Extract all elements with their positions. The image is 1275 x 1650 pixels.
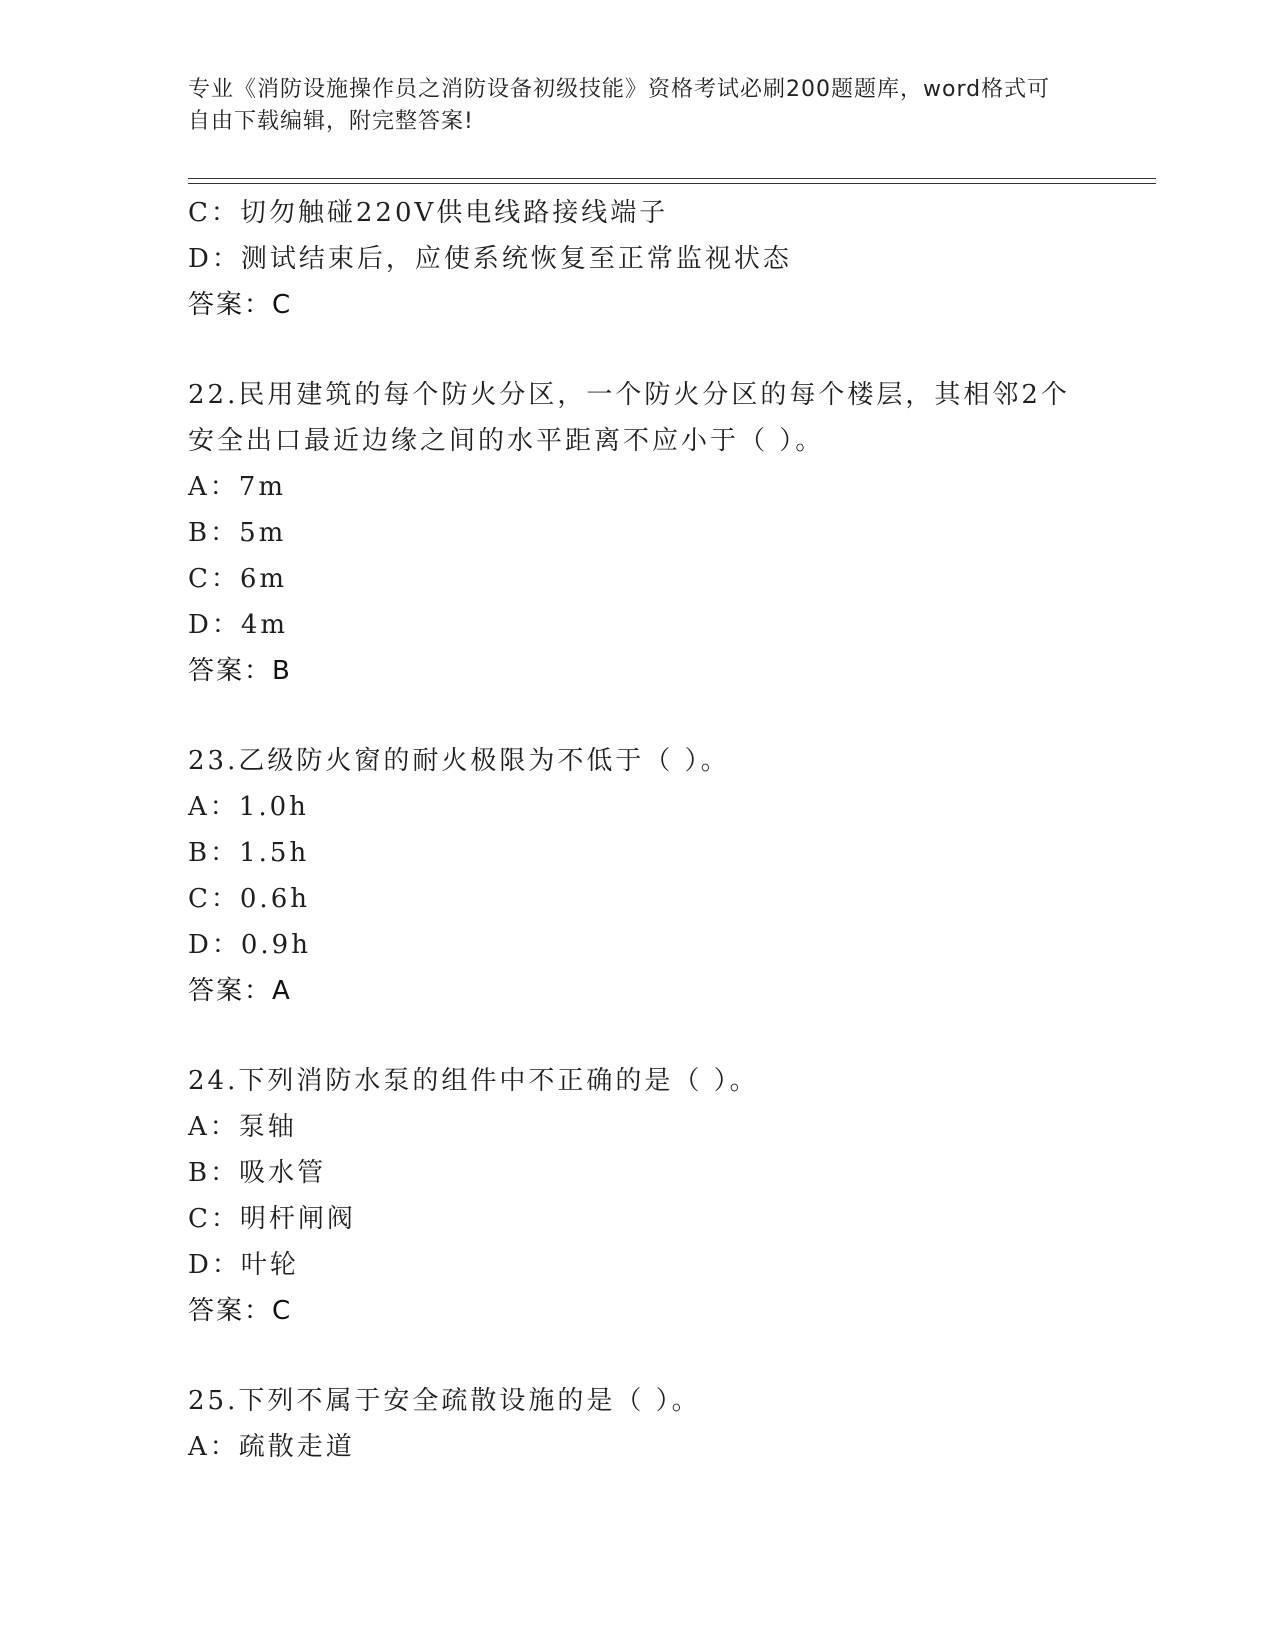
question-list: [188, 190, 1088, 1514]
option-a: A：7m: [188, 472, 286, 502]
header-rule-top: [188, 178, 1156, 179]
option-d: D：叶轮: [188, 1250, 299, 1280]
answer-label: 答案：C: [188, 1296, 293, 1326]
option-c: C：6m: [188, 564, 288, 594]
option-a: A：疏散走道: [188, 1432, 355, 1462]
answer-label: 答案：A: [188, 976, 292, 1006]
question-block-22: [188, 372, 1088, 694]
question-stem: 22.民用建筑的每个防火分区，一个防火分区的每个楼层，其相邻2个: [188, 380, 1070, 410]
question-stem: 25.下列不属于安全疏散设施的是（ ）。: [188, 1386, 701, 1416]
document-header-title: 专业《消防设施操作员之消防设备初级技能》资格考试必刷200题题库，word格式可自由下载编辑，附完整答案!: [188, 77, 1051, 134]
option-b: B：1.5h: [188, 838, 310, 868]
question-block-24: [188, 1058, 1088, 1334]
question-stem: 24.下列消防水泵的组件中不正确的是（ ）。: [188, 1066, 759, 1096]
option-d: D：测试结束后，应使系统恢复至正常监视状态: [188, 244, 792, 274]
header-rule-bottom: [188, 183, 1156, 184]
option-a: A：泵轴: [188, 1112, 297, 1142]
answer-label: 答案：B: [188, 656, 292, 686]
option-c: C：明杆闸阀: [188, 1204, 356, 1234]
option-d: D：4m: [188, 610, 289, 640]
option-a: A：1.0h: [188, 792, 309, 822]
question-block-21-continued: [188, 190, 1088, 328]
option-c: C：切勿触碰220V供电线路接线端子: [188, 198, 669, 228]
option-b: B：吸水管: [188, 1158, 327, 1188]
question-block-23: [188, 738, 1088, 1014]
question-stem-continued: 安全出口最近边缘之间的水平距离不应小于（ ）。: [188, 426, 825, 456]
option-b: B：5m: [188, 518, 287, 548]
question-block-25: [188, 1378, 1088, 1470]
question-stem: 23.乙级防火窗的耐火极限为不低于（ ）。: [188, 746, 730, 776]
option-c: C：0.6h: [188, 884, 310, 914]
option-d: D：0.9h: [188, 930, 311, 960]
answer-label: 答案：C: [188, 290, 293, 320]
